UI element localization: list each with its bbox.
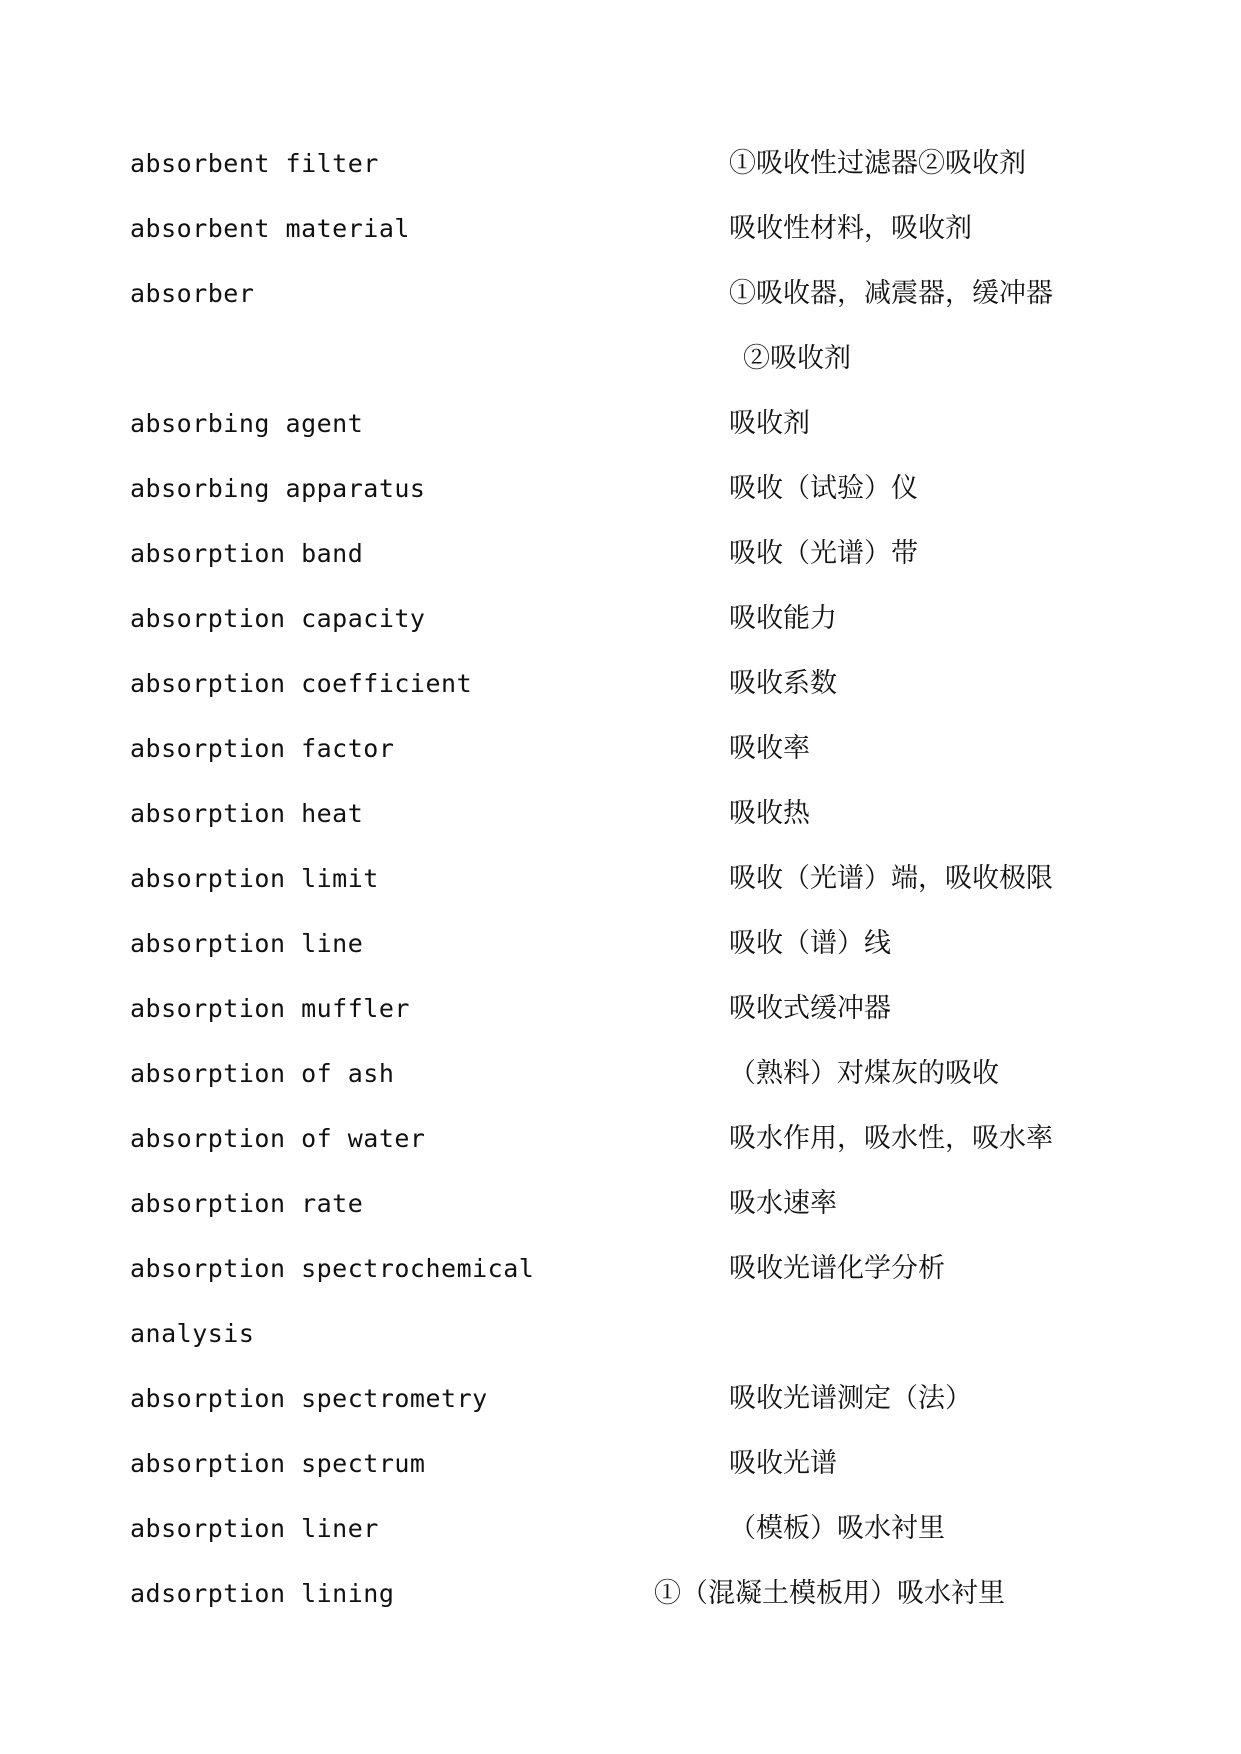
- entry-definition: 吸收式缓冲器: [729, 993, 891, 1024]
- entry-definition: 吸收能力: [729, 603, 837, 634]
- entry-definition: 吸水速率: [729, 1188, 837, 1219]
- entry-definition: 吸收光谱化学分析: [729, 1253, 945, 1284]
- list-item: [0, 1314, 1241, 1354]
- entry-term: absorbing agent: [130, 409, 364, 438]
- entry-definition: 吸收剂: [729, 408, 810, 439]
- entry-definition: 吸收光谱测定（法）: [729, 1383, 972, 1414]
- list-item: [0, 534, 1241, 574]
- entry-term: absorption liner: [130, 1514, 379, 1543]
- entry-definition: ①吸收性过滤器②吸收剂: [729, 148, 1026, 179]
- entry-term: absorption spectrochemical: [130, 1254, 535, 1283]
- entry-definition: ②吸收剂: [743, 343, 851, 374]
- entry-definition: 吸水作用，吸水性，吸水率: [729, 1123, 1053, 1154]
- entry-definition: （熟料）对煤灰的吸收: [729, 1058, 999, 1089]
- entry-term: absorption muffler: [130, 994, 410, 1023]
- list-item: [0, 859, 1241, 899]
- list-item: [0, 794, 1241, 834]
- entry-term: absorption factor: [130, 734, 395, 763]
- entry-term: absorption heat: [130, 799, 364, 828]
- list-item: [0, 1054, 1241, 1094]
- list-item: [0, 1184, 1241, 1224]
- entry-definition: （模板）吸水衬里: [729, 1513, 945, 1544]
- list-item: [0, 729, 1241, 769]
- list-item: [0, 1379, 1241, 1419]
- entry-definition: 吸收率: [729, 733, 810, 764]
- list-item: [0, 209, 1241, 249]
- list-item: [0, 144, 1241, 184]
- entry-term: absorption of water: [130, 1124, 426, 1153]
- entry-term: absorption limit: [130, 864, 379, 893]
- list-item: [0, 404, 1241, 444]
- entry-term: absorption coefficient: [130, 669, 473, 698]
- list-item: [0, 469, 1241, 509]
- entry-term: absorbent filter: [130, 149, 379, 178]
- list-item: [0, 1574, 1241, 1614]
- entry-term: absorber: [130, 279, 255, 308]
- entry-term: absorbent material: [130, 214, 410, 243]
- list-item: [0, 599, 1241, 639]
- entry-term: adsorption lining: [130, 1579, 395, 1608]
- entry-term: analysis: [130, 1319, 255, 1348]
- entry-term: absorption of ash: [130, 1059, 395, 1088]
- entry-definition: 吸收（试验）仪: [729, 473, 918, 504]
- list-item: [0, 989, 1241, 1029]
- entry-definition: ①吸收器，减震器，缓冲器: [729, 278, 1053, 309]
- entry-definition: 吸收（谱）线: [729, 928, 891, 959]
- list-item: [0, 924, 1241, 964]
- entry-definition: 吸收（光谱）端，吸收极限: [729, 863, 1053, 894]
- entry-definition: 吸收性材料，吸收剂: [729, 213, 972, 244]
- list-item: [0, 1119, 1241, 1159]
- entry-definition: ①（混凝土模板用）吸水衬里: [654, 1578, 1005, 1609]
- entry-definition: 吸收光谱: [729, 1448, 837, 1479]
- entry-definition: 吸收（光谱）带: [729, 538, 918, 569]
- list-item: [0, 339, 1241, 379]
- entry-term: absorption line: [130, 929, 364, 958]
- entry-term: absorption capacity: [130, 604, 426, 633]
- entry-term: absorbing apparatus: [130, 474, 426, 503]
- list-item: [0, 1249, 1241, 1289]
- list-item: [0, 664, 1241, 704]
- list-item: [0, 1444, 1241, 1484]
- entry-definition: 吸收系数: [729, 668, 837, 699]
- entry-term: absorption spectrometry: [130, 1384, 488, 1413]
- entry-term: absorption rate: [130, 1189, 364, 1218]
- list-item: [0, 1509, 1241, 1549]
- entry-term: absorption spectrum: [130, 1449, 426, 1478]
- list-item: [0, 274, 1241, 314]
- entry-term: absorption band: [130, 539, 364, 568]
- entry-definition: 吸收热: [729, 798, 810, 829]
